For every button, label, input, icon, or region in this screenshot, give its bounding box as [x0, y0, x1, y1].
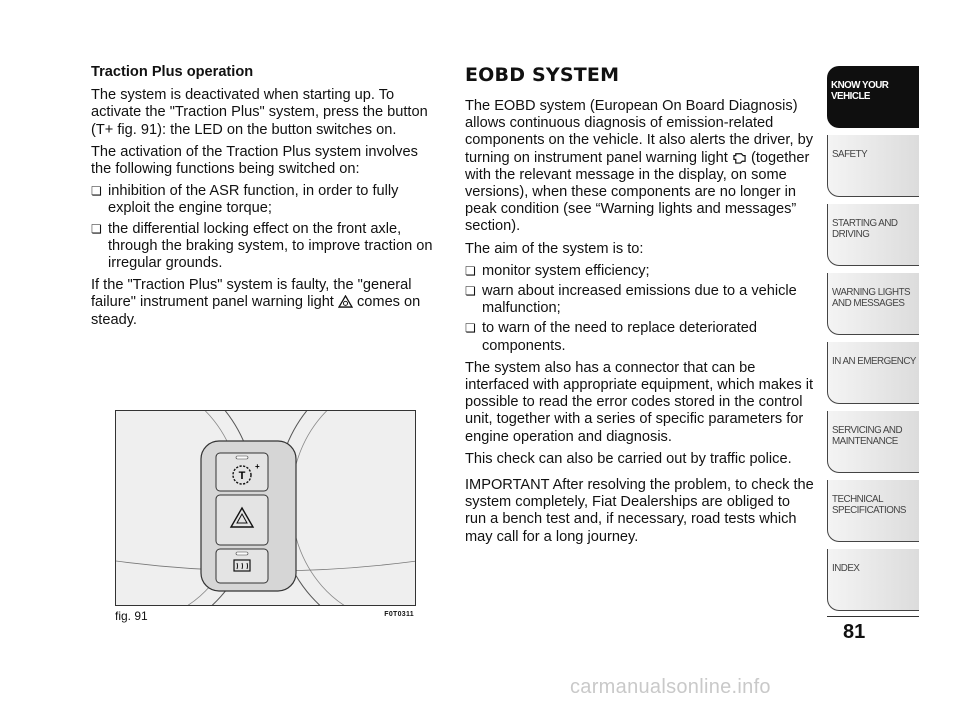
tab-safety[interactable]: SAFETY	[827, 135, 919, 197]
list-item: ❏ warn about increased emissions due to a vehicle malfunction;	[465, 283, 815, 317]
figure-caption: fig. 91	[115, 609, 148, 623]
paragraph: If the "Traction Plus" system is faulty, the "general failure" instrument panel warning light comes on steady.	[91, 277, 421, 328]
engine-check-icon	[732, 151, 747, 164]
bullet-list	[465, 263, 815, 355]
tab-technical-specifications[interactable]: TECHNICAL SPECIFICATIONS	[827, 480, 919, 542]
watermark: carmanualsonline.info	[570, 676, 771, 698]
paragraph: The EOBD system (European On Board Diagnosis) allows continuous diagnosis of emission-related components on the vehicle. It also alerts the driver, by turning on instrument panel warning light (together with the relevant message in the display, on some versions), when these components are no longer in peak condition (see “Warning lights and messages” section).	[465, 98, 814, 235]
left-column	[91, 64, 441, 334]
dashboard-drawing	[116, 411, 416, 606]
list-item: ❏ monitor system efficiency;	[465, 263, 815, 280]
warning-triangle-icon	[338, 295, 353, 308]
tab-starting-and-driving[interactable]: STARTING AND DRIVING	[827, 204, 919, 266]
paragraph: The system also has a connector that can be interfaced with appropriate equipment, which makes it possible to read the error codes stored in the control unit, together with a series of specific parameters for engine operation and diagnosis.	[465, 359, 813, 445]
tab-servicing[interactable]: SERVICING AND MAINTENANCE	[827, 411, 919, 473]
tab-index[interactable]: INDEX	[827, 549, 919, 611]
tab-in-an-emergency[interactable]: IN AN EMERGENCY	[827, 342, 919, 404]
svg-text:+: +	[255, 462, 260, 471]
dashboard-illustration	[115, 410, 416, 606]
paragraph: This check can also be carried out by traffic police.	[465, 450, 792, 467]
right-column	[465, 64, 815, 551]
page-divider	[827, 616, 919, 617]
figure-91	[115, 410, 416, 622]
paragraph: The activation of the Traction Plus system involves the following functions being switched on:	[91, 143, 418, 178]
important-note: IMPORTANT After resolving the problem, to check the system completely, Fiat Dealerships are obliged to run a bench test and, if necessary, road tests which may call for a long journey.	[465, 477, 814, 545]
list-item: ❏ the differential locking effect on the front axle, through the braking system, to improve traction on irregular grounds.	[91, 221, 441, 273]
svg-text:T: T	[238, 470, 246, 482]
section-title: EOBD SYSTEM	[465, 64, 620, 86]
list-item: ❏ to warn of the need to replace deteriorated components.	[465, 320, 815, 354]
page-number: 81	[843, 621, 866, 643]
tab-know-your-vehicle[interactable]: KNOW YOUR VEHICLE	[827, 66, 919, 128]
paragraph: The aim of the system is to:	[465, 240, 644, 257]
section-heading: Traction Plus operation	[91, 64, 254, 80]
paragraph: The system is deactivated when starting up. To activate the "Traction Plus" system, press the button (T+ fig. 91): the LED on the button switches on.	[91, 87, 428, 138]
figure-code: F0T0311	[384, 611, 414, 618]
chapter-tabs	[827, 66, 919, 618]
tab-warning-lights[interactable]: WARNING LIGHTS AND MESSAGES	[827, 273, 919, 335]
bullet-list	[91, 183, 441, 272]
list-item: ❏ inhibition of the ASR function, in order to fully exploit the engine torque;	[91, 183, 441, 217]
